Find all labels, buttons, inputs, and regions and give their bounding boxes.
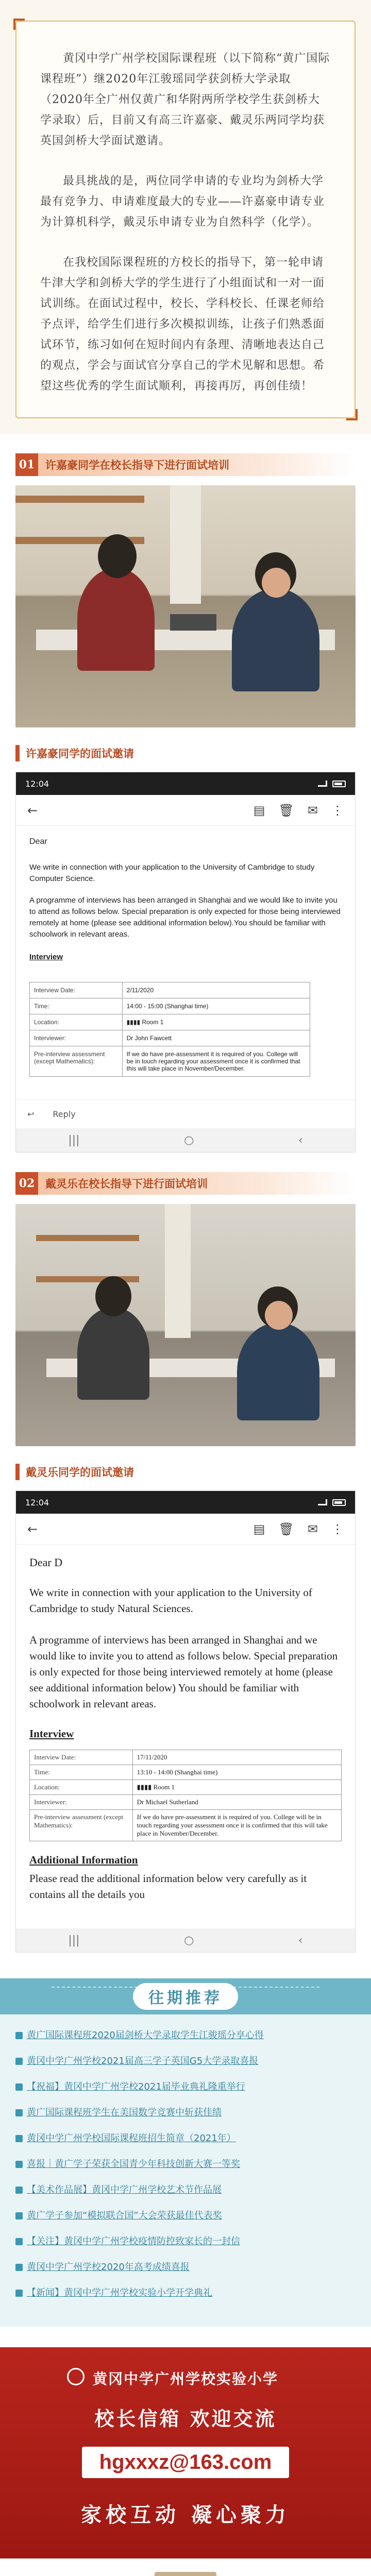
- battery-icon: [332, 1499, 346, 1506]
- bookshelf: [36, 1235, 139, 1241]
- board-clip: [155, 2572, 216, 2576]
- table-row: [30, 1795, 342, 1810]
- list-item[interactable]: [15, 2157, 356, 2172]
- interview-heading: Interview: [29, 1727, 74, 1740]
- table-row: [30, 1046, 310, 1077]
- list-item[interactable]: [15, 2054, 356, 2069]
- recommended-title: 往期推荐: [133, 1983, 238, 2010]
- table-row: [30, 1765, 342, 1780]
- android-nav-bar: [16, 1928, 355, 1952]
- list-item[interactable]: [15, 2131, 356, 2146]
- delete-icon[interactable]: 🗑: [278, 1521, 294, 1536]
- list-item[interactable]: [15, 2285, 356, 2301]
- table-key: Location:: [30, 1780, 133, 1795]
- battery-icon: [332, 781, 346, 787]
- email-screenshot-1: [15, 772, 356, 1153]
- interview-table: [29, 982, 310, 1077]
- bullet-icon: [15, 2135, 23, 2142]
- table-value: 13:10 - 14:00 (Shanghai time): [132, 1765, 341, 1780]
- delete-icon[interactable]: 🗑: [278, 803, 294, 818]
- reply-icon[interactable]: ↩: [27, 1109, 35, 1119]
- interview-heading: Interview: [29, 953, 63, 961]
- training-photo-2: [15, 1204, 356, 1446]
- home-icon[interactable]: ○: [184, 1934, 194, 1947]
- mail-paragraph: We write in connection with your application to the University of Cambridge to study Computer Science.: [29, 863, 315, 883]
- archive-icon[interactable]: ▤: [253, 803, 265, 818]
- back-icon[interactable]: ‹: [298, 1133, 303, 1147]
- bullet-icon: [15, 2058, 23, 2065]
- article-link[interactable]: 黄冈中学广州学校2021届高三学子英国G5大学录取喜报: [27, 2056, 259, 2066]
- bullet-icon: [15, 2187, 23, 2194]
- table-key: Interviewer:: [30, 1795, 133, 1810]
- salutation: Dear D: [29, 1556, 63, 1569]
- reply-button[interactable]: Reply: [53, 1109, 76, 1119]
- table-value: Dr John Fawcett: [122, 1030, 310, 1046]
- article-link[interactable]: 黄广国际课程班学生在美国数学竞赛中斩获佳绩: [27, 2107, 222, 2118]
- table-key: Time:: [30, 1765, 133, 1780]
- banner-slogan: 家校互动 凝心聚力: [81, 2503, 290, 2527]
- intro-card: [15, 21, 356, 418]
- article-link[interactable]: 【美术作品展】黄冈中学广州学校艺术节作品展: [27, 2184, 222, 2195]
- intro-paragraph: 在我校国际课程班的方校长的指导下，第一轮申请牛津大学和剑桥大学的学生进行了小组面试和一对一面试训练。在面试过程中，校长、学科校长、任课老师给予点评，给学生们进行多次模拟训练，让孩子们熟悉面试环节，练习如何在短时间内有条理、清晰地表达自己的观点，学会与面试官分享自己的学术见解和思想。希望这些优秀的学生面试顺利，再接再厉，再创佳绩！: [40, 256, 325, 393]
- principal-mailbox-banner: [0, 2347, 371, 2558]
- table-value: 2/11/2020: [122, 982, 310, 998]
- status-bar: [16, 1491, 355, 1514]
- email-screenshot-2: [15, 1490, 356, 1953]
- table-value: ▮▮▮▮ Room 1: [122, 1014, 310, 1030]
- bookshelf: [15, 496, 144, 503]
- intro-paragraph: 最具挑战的是，两位同学申请的专业均为剑桥大学最有竞争力、申请难度最大的专业——许嘉豪申请专业为计算机科学，戴灵乐申请专业为自然科学（化学）。: [40, 175, 325, 229]
- section-number: 02: [15, 1172, 38, 1195]
- recommended-list: [0, 2014, 371, 2327]
- pillar: [165, 1204, 191, 1338]
- table-key: Location:: [30, 1014, 123, 1030]
- table-row: [30, 982, 310, 998]
- interview-table: [29, 1750, 342, 1841]
- mail-paragraph: We write in connection with your application to the University of Cambridge to study Natural Sciences.: [29, 1586, 312, 1615]
- subsection-title: 戴灵乐同学的面试邀请: [26, 1466, 134, 1479]
- signal-icon: [318, 781, 327, 787]
- archive-icon[interactable]: ▤: [253, 1521, 265, 1536]
- list-item[interactable]: [15, 2260, 356, 2275]
- table-row: [30, 998, 310, 1014]
- school-logo-icon: [67, 2368, 85, 2385]
- mail-icon[interactable]: ✉: [307, 1521, 318, 1536]
- recents-icon[interactable]: |||: [68, 1934, 80, 1947]
- signal-icon: [318, 1499, 327, 1505]
- bullet-icon: [15, 2161, 23, 2168]
- table-key: Pre-interview assessment (except Mathematics):: [30, 1810, 133, 1841]
- training-photo-1: [15, 485, 356, 727]
- list-item[interactable]: [15, 2182, 356, 2198]
- section-header-02: [15, 1172, 356, 1195]
- article-link[interactable]: 喜报｜黄广学子荣获全国青少年科技创新大赛一等奖: [27, 2159, 240, 2170]
- table-key: Interview Date:: [30, 1750, 133, 1765]
- face: [262, 568, 291, 598]
- banner-subtitle: 校长信箱 欢迎交流: [94, 2408, 277, 2430]
- article-link[interactable]: 黄冈中学广州学校2020年高考成绩喜报: [27, 2262, 190, 2273]
- table-value: 14:00 - 15:00 (Shanghai time): [122, 998, 310, 1014]
- clock: 12:04: [25, 1497, 49, 1507]
- bullet-icon: [15, 2212, 23, 2219]
- additional-info-text: Please read the additional information below very carefully as it contains all the details you: [29, 1872, 307, 1901]
- additional-info-heading: Additional Information: [29, 1854, 138, 1866]
- table-value: If we do have pre-assessment it is required of you. College will be in touch regarding your assessment once it is confirmed that this will take place in November/December.: [132, 1810, 341, 1841]
- table-value: If we do have pre-assessment it is required of you. College will be in touch regarding your assessment once it is confirmed that this will take place in November/December.: [122, 1046, 310, 1077]
- accent-bar: [15, 1464, 20, 1480]
- recents-icon[interactable]: |||: [68, 1133, 80, 1147]
- article-link[interactable]: 【祝福】黄冈中学广州学校2021届毕业典礼隆重举行: [27, 2081, 245, 2092]
- section-title: 许嘉豪同学在校长指导下进行面试培训: [38, 453, 356, 476]
- more-icon[interactable]: ⋮: [331, 803, 344, 818]
- article-link[interactable]: 【关注】黄冈中学广州学校疫情防控致家长的一封信: [27, 2236, 240, 2247]
- list-item[interactable]: [15, 2208, 356, 2224]
- recommended-header: [0, 1978, 371, 2014]
- home-icon[interactable]: ○: [184, 1133, 194, 1147]
- subsection-header: [15, 743, 356, 764]
- table-row: [30, 1030, 310, 1046]
- mail-toolbar: [16, 1514, 355, 1545]
- list-item[interactable]: [15, 2105, 356, 2121]
- intro-paragraph: 黄冈中学广州学校国际课程班（以下简称“黄广国际课程班”）继2020年江骏瑶同学获剑桥大学录取（2020年全广州仅黄广和华附两所学校学生获剑桥大学录取）后，目前又有高三许嘉豪、戴灵乐两同学均获英国剑桥大学面试邀请。: [40, 52, 330, 147]
- pillar: [170, 485, 201, 604]
- bullet-icon: [15, 2290, 23, 2297]
- table-key: Pre-interview assessment (except Mathematics):: [30, 1046, 123, 1077]
- mail-body: [16, 826, 355, 1099]
- table-row: [30, 1810, 342, 1841]
- bullet-icon: [15, 2083, 23, 2091]
- intro-section: [0, 0, 371, 434]
- status-bar: [16, 772, 355, 795]
- mail-paragraph: A programme of interviews has been arranged in Shanghai and we would like to invite you to attend as follows below. Special preparation is only expected for those being interviewed remotely at home (please see additional information below).You should be familiar with schoolwork in relevant areas.: [29, 896, 341, 939]
- person-teacher: [77, 1307, 149, 1400]
- article-link[interactable]: 【新闻】黄冈中学广州学校实验小学开学典礼: [27, 2287, 212, 2298]
- section-number: 01: [15, 453, 38, 476]
- table-key: Interview Date:: [30, 982, 123, 998]
- article-link[interactable]: 黄广学子参加“模拟联合国”大会荣获最佳代表奖: [27, 2210, 222, 2221]
- subsection-title: 许嘉豪同学的面试邀请: [26, 748, 134, 760]
- android-nav-bar: [16, 1128, 355, 1152]
- table-row: [30, 1750, 342, 1765]
- head: [95, 1276, 131, 1316]
- mail-footer: [16, 1099, 355, 1128]
- back-icon[interactable]: ‹: [298, 1934, 303, 1947]
- table-key: Interviewer:: [30, 1030, 123, 1046]
- subsection-header: [15, 1462, 356, 1482]
- mail-paragraph: A programme of interviews has been arranged in Shanghai and we would like to invite you to attend as follows below. Special preparation is only expected for those being interviewed remotely at home (please see additional information below) You should be familiar with schoolwork in relevant areas.: [29, 1634, 338, 1710]
- accent-bar: [15, 745, 20, 761]
- principal-email: hgxxxz@163.com: [82, 2447, 290, 2478]
- section-header-01: [15, 453, 356, 476]
- school-name: 黄冈中学广州学校实验小学: [92, 2370, 278, 2387]
- person-student: [237, 1323, 319, 1420]
- bullet-icon: [15, 2032, 23, 2039]
- list-item[interactable]: [15, 2028, 356, 2043]
- mail-body: [16, 1545, 355, 1928]
- mail-icon[interactable]: ✉: [307, 803, 318, 818]
- table-value: Dr Michael Sutherland: [132, 1795, 341, 1810]
- more-icon[interactable]: ⋮: [331, 1521, 344, 1536]
- back-arrow-icon[interactable]: ←: [27, 1521, 38, 1536]
- table-value: 17/11/2020: [132, 1750, 341, 1765]
- article-link[interactable]: 黄冈中学广州学校国际课程班招生简章（2021年）: [27, 2133, 236, 2144]
- bullet-icon: [15, 2264, 23, 2271]
- table-row: [30, 1780, 342, 1795]
- list-item[interactable]: [15, 2234, 356, 2249]
- table-key: Time:: [30, 998, 123, 1014]
- section-title: 戴灵乐在校长指导下进行面试培训: [38, 1172, 356, 1195]
- table-row: [30, 1014, 310, 1030]
- mail-toolbar: [16, 795, 355, 826]
- back-arrow-icon[interactable]: ←: [27, 803, 38, 818]
- bullet-icon: [15, 2109, 23, 2116]
- list-item[interactable]: [15, 2079, 356, 2095]
- table-value: ▮▮▮▮ Room 1: [132, 1780, 341, 1795]
- face: [265, 1301, 293, 1330]
- person-teacher: [77, 568, 155, 671]
- person-student: [232, 588, 319, 691]
- laptop: [170, 614, 216, 631]
- article-link[interactable]: 黄广国际课程班2020届剑桥大学录取学生江骏瑶分享心得: [27, 2030, 264, 2041]
- clock: 12:04: [25, 778, 49, 789]
- salutation: Dear: [29, 837, 47, 846]
- head: [98, 534, 137, 578]
- bullet-icon: [15, 2238, 23, 2245]
